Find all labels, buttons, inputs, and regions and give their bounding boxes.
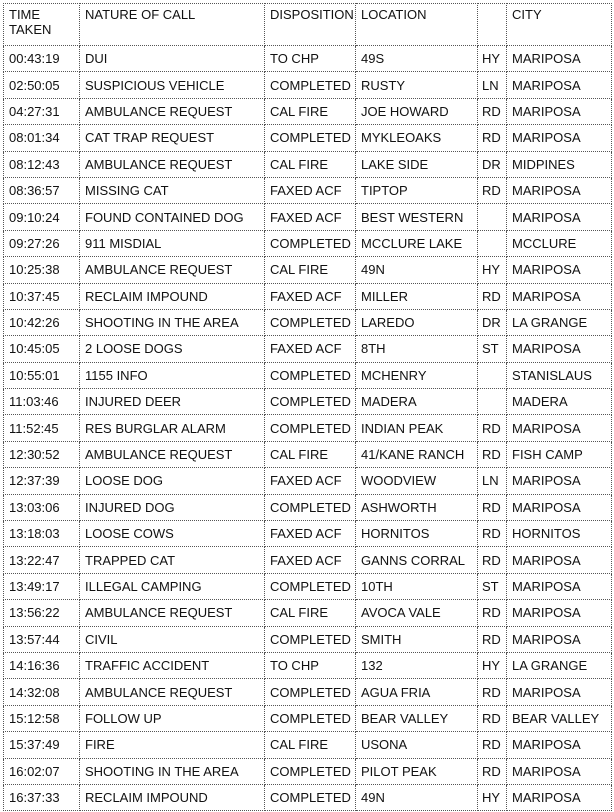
disposition-cell: CAL FIRE	[265, 441, 356, 467]
disposition-cell: CAL FIRE	[265, 257, 356, 283]
location-header: LOCATION	[356, 4, 478, 46]
location-cell: JOE HOWARD	[356, 98, 478, 124]
nature-cell: FOUND CONTAINED DOG	[80, 204, 265, 230]
street-suffix-cell	[478, 230, 507, 256]
street-suffix-header	[478, 4, 507, 46]
table-row	[4, 705, 612, 731]
table-row	[4, 547, 612, 573]
disposition-cell: CAL FIRE	[265, 732, 356, 758]
table-row	[4, 415, 612, 441]
location-cell: USONA	[356, 732, 478, 758]
location-cell: GANNS CORRAL	[356, 547, 478, 573]
table-row	[4, 626, 612, 652]
street-suffix-cell: RD	[478, 125, 507, 151]
nature-of-call-header: NATURE OF CALL	[80, 4, 265, 46]
street-suffix-cell: HY	[478, 784, 507, 810]
street-suffix-cell: LN	[478, 468, 507, 494]
disposition-cell: COMPLETED	[265, 230, 356, 256]
time-cell: 10:25:38	[4, 257, 80, 283]
city-cell: FISH CAMP	[507, 441, 612, 467]
nature-cell: SHOOTING IN THE AREA	[80, 309, 265, 335]
disposition-cell: COMPLETED	[265, 415, 356, 441]
time-cell: 14:32:08	[4, 679, 80, 705]
location-cell: 8TH	[356, 336, 478, 362]
location-cell: LAREDO	[356, 309, 478, 335]
disposition-cell: FAXED ACF	[265, 468, 356, 494]
city-cell: MARIPOSA	[507, 732, 612, 758]
disposition-cell: COMPLETED	[265, 125, 356, 151]
nature-cell: DUI	[80, 46, 265, 72]
street-suffix-cell: RD	[478, 679, 507, 705]
nature-cell: TRAPPED CAT	[80, 547, 265, 573]
table-row	[4, 494, 612, 520]
time-cell: 13:57:44	[4, 626, 80, 652]
city-cell: HORNITOS	[507, 521, 612, 547]
time-cell: 15:12:58	[4, 705, 80, 731]
location-cell: HORNITOS	[356, 521, 478, 547]
city-cell: MARIPOSA	[507, 72, 612, 98]
time-cell: 08:12:43	[4, 151, 80, 177]
city-cell: MARIPOSA	[507, 336, 612, 362]
location-cell: INDIAN PEAK	[356, 415, 478, 441]
time-cell: 16:37:33	[4, 784, 80, 810]
time-cell: 11:52:45	[4, 415, 80, 441]
nature-cell: RECLAIM IMPOUND	[80, 283, 265, 309]
disposition-cell: CAL FIRE	[265, 600, 356, 626]
table-row	[4, 362, 612, 388]
time-cell: 12:37:39	[4, 468, 80, 494]
disposition-cell: FAXED ACF	[265, 547, 356, 573]
city-cell: LA GRANGE	[507, 309, 612, 335]
disposition-cell: FAXED ACF	[265, 336, 356, 362]
table-row	[4, 177, 612, 203]
nature-cell: CAT TRAP REQUEST	[80, 125, 265, 151]
location-cell: MCHENRY	[356, 362, 478, 388]
time-cell: 13:22:47	[4, 547, 80, 573]
call-log-table	[3, 3, 612, 811]
table-row	[4, 468, 612, 494]
nature-cell: LOOSE COWS	[80, 521, 265, 547]
city-cell: MARIPOSA	[507, 679, 612, 705]
table-row	[4, 441, 612, 467]
table-row	[4, 151, 612, 177]
nature-cell: RES BURGLAR ALARM	[80, 415, 265, 441]
city-cell: MARIPOSA	[507, 204, 612, 230]
street-suffix-cell: DR	[478, 151, 507, 177]
disposition-cell: TO CHP	[265, 46, 356, 72]
table-row	[4, 521, 612, 547]
disposition-cell: FAXED ACF	[265, 204, 356, 230]
time-cell: 13:49:17	[4, 573, 80, 599]
time-cell: 10:42:26	[4, 309, 80, 335]
time-cell: 08:36:57	[4, 177, 80, 203]
street-suffix-cell: LN	[478, 72, 507, 98]
disposition-cell: COMPLETED	[265, 362, 356, 388]
disposition-cell: FAXED ACF	[265, 283, 356, 309]
street-suffix-cell: RD	[478, 758, 507, 784]
nature-cell: INJURED DEER	[80, 389, 265, 415]
time-taken-header: TIME TAKEN	[4, 4, 80, 46]
nature-cell: CIVIL	[80, 626, 265, 652]
call-log-body	[4, 46, 612, 811]
table-row	[4, 573, 612, 599]
city-cell: MADERA	[507, 389, 612, 415]
header-row	[4, 4, 612, 46]
nature-cell: 911 MISDIAL	[80, 230, 265, 256]
time-cell: 13:56:22	[4, 600, 80, 626]
location-cell: 49S	[356, 46, 478, 72]
city-cell: MARIPOSA	[507, 573, 612, 599]
location-cell: SMITH	[356, 626, 478, 652]
street-suffix-cell: RD	[478, 600, 507, 626]
table-row	[4, 679, 612, 705]
city-cell: MARIPOSA	[507, 283, 612, 309]
time-cell: 13:03:06	[4, 494, 80, 520]
city-cell: MARIPOSA	[507, 494, 612, 520]
time-cell: 10:55:01	[4, 362, 80, 388]
city-cell: MARIPOSA	[507, 125, 612, 151]
street-suffix-cell: RD	[478, 98, 507, 124]
street-suffix-cell: ST	[478, 573, 507, 599]
street-suffix-cell	[478, 362, 507, 388]
disposition-cell: COMPLETED	[265, 389, 356, 415]
nature-cell: FOLLOW UP	[80, 705, 265, 731]
street-suffix-cell: RD	[478, 626, 507, 652]
disposition-cell: COMPLETED	[265, 573, 356, 599]
nature-cell: 1155 INFO	[80, 362, 265, 388]
time-cell: 11:03:46	[4, 389, 80, 415]
location-cell: TIPTOP	[356, 177, 478, 203]
city-cell: LA GRANGE	[507, 652, 612, 678]
disposition-cell: COMPLETED	[265, 705, 356, 731]
disposition-header: DISPOSITION	[265, 4, 356, 46]
city-cell: MARIPOSA	[507, 600, 612, 626]
nature-cell: INJURED DOG	[80, 494, 265, 520]
table-row	[4, 336, 612, 362]
time-cell: 04:27:31	[4, 98, 80, 124]
disposition-cell: CAL FIRE	[265, 98, 356, 124]
table-row	[4, 283, 612, 309]
table-row	[4, 46, 612, 72]
location-cell: 41/KANE RANCH	[356, 441, 478, 467]
street-suffix-cell: RD	[478, 415, 507, 441]
street-suffix-cell	[478, 389, 507, 415]
city-cell: MARIPOSA	[507, 784, 612, 810]
time-cell: 02:50:05	[4, 72, 80, 98]
street-suffix-cell	[478, 204, 507, 230]
street-suffix-cell: DR	[478, 309, 507, 335]
disposition-cell: COMPLETED	[265, 626, 356, 652]
nature-cell: SUSPICIOUS VEHICLE	[80, 72, 265, 98]
nature-cell: AMBULANCE REQUEST	[80, 441, 265, 467]
city-cell: BEAR VALLEY	[507, 705, 612, 731]
location-cell: MYKLEOAKS	[356, 125, 478, 151]
street-suffix-cell: RD	[478, 283, 507, 309]
street-suffix-cell: RD	[478, 177, 507, 203]
time-cell: 08:01:34	[4, 125, 80, 151]
table-row	[4, 72, 612, 98]
city-cell: MARIPOSA	[507, 415, 612, 441]
time-cell: 10:37:45	[4, 283, 80, 309]
disposition-cell: COMPLETED	[265, 494, 356, 520]
nature-cell: AMBULANCE REQUEST	[80, 151, 265, 177]
time-cell: 14:16:36	[4, 652, 80, 678]
disposition-cell: COMPLETED	[265, 784, 356, 810]
nature-cell: AMBULANCE REQUEST	[80, 600, 265, 626]
table-row	[4, 98, 612, 124]
city-cell: MIDPINES	[507, 151, 612, 177]
table-row	[4, 257, 612, 283]
table-row	[4, 652, 612, 678]
location-cell: MCCLURE LAKE	[356, 230, 478, 256]
table-row	[4, 732, 612, 758]
city-cell: MARIPOSA	[507, 468, 612, 494]
location-cell: RUSTY	[356, 72, 478, 98]
time-cell: 13:18:03	[4, 521, 80, 547]
nature-cell: AMBULANCE REQUEST	[80, 98, 265, 124]
table-row	[4, 600, 612, 626]
location-cell: WOODVIEW	[356, 468, 478, 494]
street-suffix-cell: RD	[478, 732, 507, 758]
nature-cell: 2 LOOSE DOGS	[80, 336, 265, 362]
city-cell: MARIPOSA	[507, 46, 612, 72]
nature-cell: MISSING CAT	[80, 177, 265, 203]
nature-cell: LOOSE DOG	[80, 468, 265, 494]
time-cell: 12:30:52	[4, 441, 80, 467]
location-cell: 49N	[356, 257, 478, 283]
location-cell: ASHWORTH	[356, 494, 478, 520]
table-row	[4, 309, 612, 335]
nature-cell: AMBULANCE REQUEST	[80, 679, 265, 705]
city-cell: MARIPOSA	[507, 758, 612, 784]
time-cell: 16:02:07	[4, 758, 80, 784]
table-row	[4, 125, 612, 151]
location-cell: BEST WESTERN	[356, 204, 478, 230]
location-cell: 132	[356, 652, 478, 678]
nature-cell: TRAFFIC ACCIDENT	[80, 652, 265, 678]
disposition-cell: FAXED ACF	[265, 177, 356, 203]
table-row	[4, 230, 612, 256]
nature-cell: FIRE	[80, 732, 265, 758]
nature-cell: AMBULANCE REQUEST	[80, 257, 265, 283]
table-row	[4, 389, 612, 415]
table-row	[4, 784, 612, 810]
nature-cell: ILLEGAL CAMPING	[80, 573, 265, 599]
time-cell: 00:43:19	[4, 46, 80, 72]
city-cell: MARIPOSA	[507, 626, 612, 652]
disposition-cell: COMPLETED	[265, 758, 356, 784]
location-cell: BEAR VALLEY	[356, 705, 478, 731]
location-cell: 49N	[356, 784, 478, 810]
city-cell: MCCLURE	[507, 230, 612, 256]
city-cell: STANISLAUS	[507, 362, 612, 388]
location-cell: MILLER	[356, 283, 478, 309]
street-suffix-cell: HY	[478, 652, 507, 678]
street-suffix-cell: RD	[478, 705, 507, 731]
disposition-cell: TO CHP	[265, 652, 356, 678]
location-cell: AVOCA VALE	[356, 600, 478, 626]
time-cell: 15:37:49	[4, 732, 80, 758]
disposition-cell: COMPLETED	[265, 309, 356, 335]
location-cell: AGUA FRIA	[356, 679, 478, 705]
street-suffix-cell: ST	[478, 336, 507, 362]
city-header: CITY	[507, 4, 612, 46]
city-cell: MARIPOSA	[507, 177, 612, 203]
location-cell: 10TH	[356, 573, 478, 599]
nature-cell: SHOOTING IN THE AREA	[80, 758, 265, 784]
time-cell: 10:45:05	[4, 336, 80, 362]
disposition-cell: FAXED ACF	[265, 521, 356, 547]
city-cell: MARIPOSA	[507, 547, 612, 573]
city-cell: MARIPOSA	[507, 98, 612, 124]
street-suffix-cell: HY	[478, 46, 507, 72]
city-cell: MARIPOSA	[507, 257, 612, 283]
location-cell: MADERA	[356, 389, 478, 415]
time-cell: 09:10:24	[4, 204, 80, 230]
location-cell: LAKE SIDE	[356, 151, 478, 177]
street-suffix-cell: HY	[478, 257, 507, 283]
table-row	[4, 204, 612, 230]
time-cell: 09:27:26	[4, 230, 80, 256]
nature-cell: RECLAIM IMPOUND	[80, 784, 265, 810]
street-suffix-cell: RD	[478, 441, 507, 467]
table-row	[4, 758, 612, 784]
location-cell: PILOT PEAK	[356, 758, 478, 784]
disposition-cell: CAL FIRE	[265, 151, 356, 177]
disposition-cell: COMPLETED	[265, 72, 356, 98]
street-suffix-cell: RD	[478, 547, 507, 573]
disposition-cell: COMPLETED	[265, 679, 356, 705]
street-suffix-cell: RD	[478, 521, 507, 547]
street-suffix-cell: RD	[478, 494, 507, 520]
